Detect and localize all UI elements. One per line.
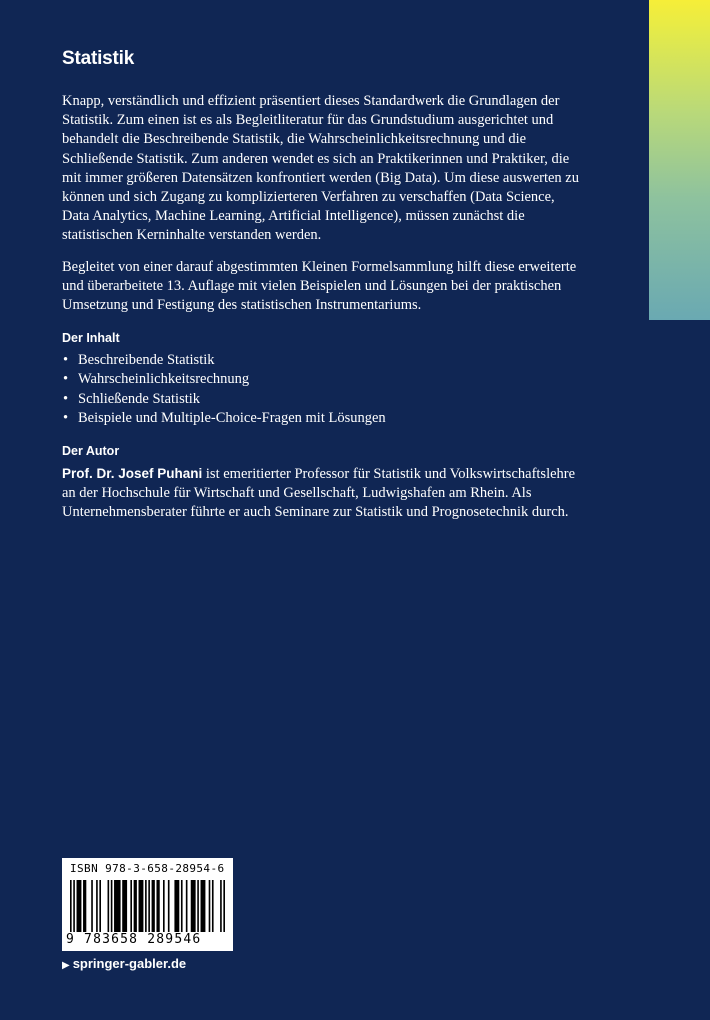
barcode-bar bbox=[186, 880, 188, 932]
accent-color-bar bbox=[649, 0, 710, 320]
contents-item: • Wahrscheinlichkeitsrechnung bbox=[62, 370, 582, 389]
description-paragraph-2: Begleitet von einer darauf abgestimmten Kleinen Formelsammlung hilft diese erweiterte und überarbeitete 13. Auflage mit vielen Beispielen und Lösungen bei der praktischen Umsetzung und Festigung des statistischen Instrumentariums. bbox=[62, 258, 577, 314]
barcode-bar bbox=[77, 880, 82, 932]
description-paragraph-1: Knapp, verständlich und effizient präsentiert dieses Standardwerk die Grundlagen der Statistik. Zum einen ist es als Begleitliteratur für das Grundstudium ausgerichtet und behandelt die Beschreibende Statistik, die Wahrscheinlichkeitsrechnung und die Schließende Statistik. Zum anderen wendet es sich an Praktikerinnen und Praktiker, die mit immer größeren Datensätzen konfrontiert werden (Big Data). Um diese auswerten zu können und sich Zugang zu komplizierteren Verfahren zu verschaffen (Data Science, Data Analytics, Machine Learning, Artificial Intelligence), müssen zunächst die statistischen Kerninhalte verstanden werden. bbox=[62, 93, 579, 244]
barcode-bar bbox=[201, 880, 206, 932]
barcode-bar bbox=[96, 880, 98, 932]
barcode-bar bbox=[73, 880, 75, 932]
barcode-bar bbox=[197, 880, 199, 932]
contents-item: • Schließende Statistik bbox=[62, 390, 582, 409]
contents-heading: Der Inhalt bbox=[62, 331, 120, 346]
back-cover-text bbox=[62, 48, 582, 535]
barcode-bar bbox=[181, 880, 183, 932]
barcode-bar bbox=[156, 880, 159, 932]
barcode-bar bbox=[70, 880, 72, 932]
barcode-bar bbox=[108, 880, 110, 932]
barcode-bar bbox=[174, 880, 179, 932]
isbn-barcode bbox=[62, 858, 233, 951]
barcode-bar bbox=[148, 880, 150, 932]
barcode-bar bbox=[139, 880, 144, 932]
barcode-bar bbox=[122, 880, 127, 932]
author-heading: Der Autor bbox=[62, 444, 120, 459]
author-bio: ist emeritierter Professor für Statistik und Volkswirtschaftslehre an der Hochschule für Wirtschaft und Gesellschaft, Ludwigshafen am Rhein. Als Unternehmensberater führte er auch Seminare zur Statistik und Prognosetechnik durch. bbox=[62, 466, 576, 521]
barcode-bar bbox=[212, 880, 214, 932]
website-label: springer-gabler.de bbox=[72, 956, 187, 971]
barcode-bar bbox=[223, 880, 225, 932]
author-bio-paragraph bbox=[62, 464, 582, 523]
barcode-bar bbox=[152, 880, 155, 932]
contents-item: • Beschreibende Statistik bbox=[62, 351, 582, 370]
barcode-bar bbox=[145, 880, 147, 932]
barcode-bar bbox=[130, 880, 132, 932]
play-arrow-icon: ▶ bbox=[62, 960, 70, 971]
contents-item: • Beispiele und Multiple-Choice-Fragen mit Lösungen bbox=[62, 409, 582, 428]
isbn-label: ISBN 978-3-658-28954-6 bbox=[70, 862, 225, 875]
barcode-bars bbox=[70, 880, 225, 932]
barcode-bar bbox=[111, 880, 113, 932]
barcode-bar bbox=[134, 880, 137, 932]
book-title: Statistik bbox=[62, 48, 135, 69]
barcode-bar bbox=[163, 880, 165, 932]
barcode-bar bbox=[209, 880, 211, 932]
barcode-bar bbox=[99, 880, 101, 932]
barcode-bar bbox=[91, 880, 93, 932]
barcode-bar bbox=[114, 880, 121, 932]
barcode-bar bbox=[220, 880, 222, 932]
author-name: Prof. Dr. Josef Puhani bbox=[62, 466, 203, 482]
contents-list bbox=[62, 351, 582, 428]
ean-number: 9 783658 289546 bbox=[66, 932, 202, 947]
barcode-bar bbox=[168, 880, 170, 932]
publisher-website[interactable] bbox=[62, 956, 186, 971]
barcode-bar bbox=[83, 880, 86, 932]
barcode-bar bbox=[191, 880, 196, 932]
